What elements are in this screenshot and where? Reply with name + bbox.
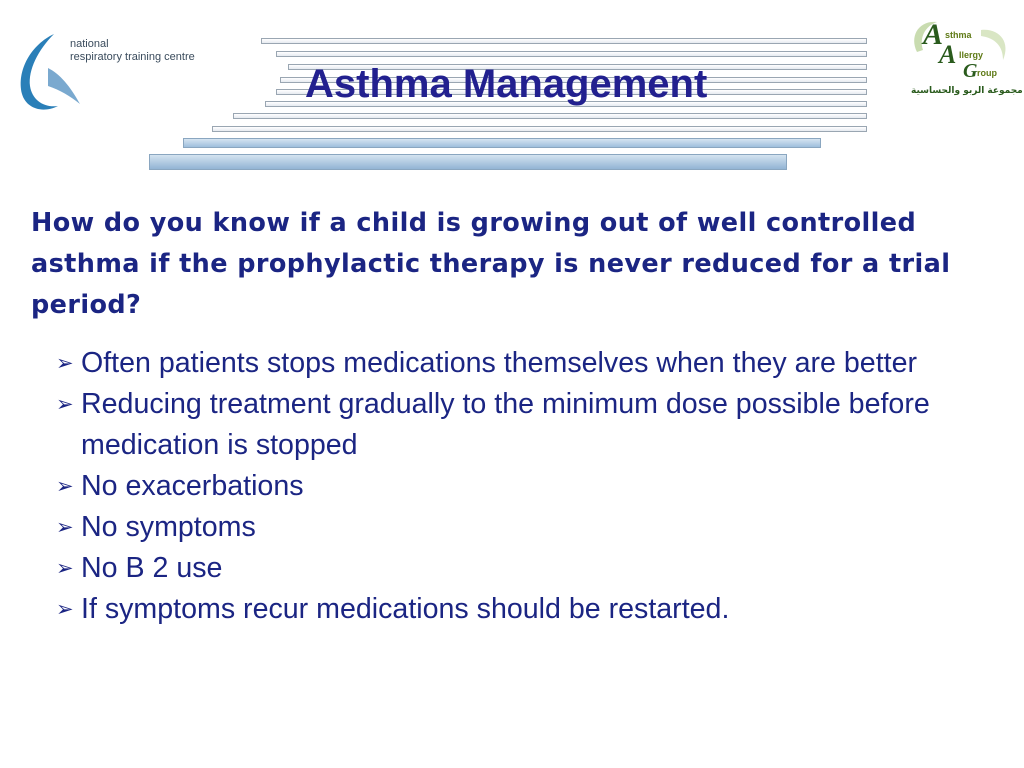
logo-letter-a2: A bbox=[939, 40, 957, 69]
arrow-bullet-icon: ➢ bbox=[56, 556, 74, 580]
decor-bar-blue-large bbox=[149, 154, 787, 170]
logo-letter-a1: A bbox=[923, 18, 944, 51]
decor-bar bbox=[276, 51, 867, 57]
logo-word-3: roup bbox=[977, 68, 997, 78]
decor-bar bbox=[261, 38, 867, 44]
arrow-bullet-icon: ➢ bbox=[56, 515, 74, 539]
logo-arabic-text: مجموعة الربو والحساسية bbox=[911, 86, 1023, 96]
decor-bar bbox=[212, 126, 867, 132]
list-item-text: No B 2 use bbox=[81, 552, 223, 584]
list-item-text: Reducing treatment gradually to the minimum dose possible before medication is stopped bbox=[81, 388, 930, 461]
answer-list bbox=[56, 343, 956, 630]
list-item bbox=[56, 384, 956, 466]
asthma-allergy-group-logo bbox=[903, 16, 1023, 102]
logo-word-1: sthma bbox=[945, 30, 972, 40]
arrow-bullet-icon: ➢ bbox=[56, 597, 74, 621]
logo-letter-g: G bbox=[963, 60, 978, 82]
slide-title: Asthma Management bbox=[305, 62, 708, 106]
decor-bar-blue bbox=[183, 138, 821, 148]
decor-bar bbox=[233, 113, 867, 119]
list-item bbox=[56, 507, 956, 548]
list-item bbox=[56, 343, 956, 384]
list-item bbox=[56, 466, 956, 507]
list-item-text: No symptoms bbox=[81, 511, 256, 543]
arrow-bullet-icon: ➢ bbox=[56, 474, 74, 498]
list-item bbox=[56, 548, 956, 589]
list-item-text: Often patients stops medications themselves when they are better bbox=[81, 347, 918, 379]
logo-word-2: llergy bbox=[959, 50, 984, 60]
list-item-text: If symptoms recur medications should be restarted. bbox=[81, 593, 730, 625]
logo-text-line1: national bbox=[70, 38, 109, 50]
arrow-bullet-icon: ➢ bbox=[56, 392, 74, 416]
list-item-text: No exacerbations bbox=[81, 470, 304, 502]
question-heading: How do you know if a child is growing out of well controlled asthma if the prophylactic therapy is never reduced for a trial period? bbox=[31, 208, 951, 320]
list-item bbox=[56, 589, 956, 630]
logo-text-line2: respiratory training centre bbox=[70, 51, 195, 63]
arrow-bullet-icon: ➢ bbox=[56, 351, 74, 375]
